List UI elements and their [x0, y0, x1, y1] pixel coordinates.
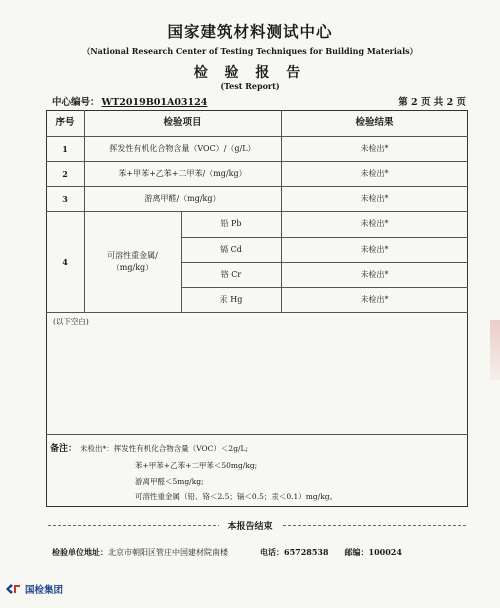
footer-phone-value: 65728538	[284, 547, 329, 557]
org-english-title: （National Research Center of Testing Techniques for Building Materials）	[82, 46, 418, 56]
center-number-value: WT2019B01A03124	[101, 97, 208, 108]
row-1-item: 挥发性有机化合物含量（VOC）/（g/L）	[109, 143, 256, 153]
footer-unit-label: 检验单位地址：	[52, 547, 108, 557]
footer-phone-label: 电话：	[260, 547, 284, 557]
row-2-no: 2	[62, 168, 68, 179]
metal-cr-result: 未检出*	[360, 269, 389, 279]
company-logo	[4, 582, 63, 596]
footer-postcode-value: 100024	[368, 547, 402, 557]
row-2-result: 未检出*	[360, 168, 389, 178]
center-number	[52, 94, 207, 108]
remarks-label: 备注：	[50, 444, 78, 454]
metal-cd-result: 未检出*	[360, 244, 389, 254]
footer-postcode-label: 邮编：	[344, 547, 369, 557]
row-4-item	[84, 211, 181, 312]
end-of-report-text: 本报告结束	[219, 522, 280, 532]
header-no: 序号	[55, 117, 75, 128]
table-divider	[46, 312, 468, 313]
footer-phone	[260, 547, 329, 558]
org-title: 国家建筑材料测试中心	[167, 22, 333, 41]
report-english-title: (Test Report)	[220, 81, 280, 91]
metal-pb-name: 铅 Pb	[220, 219, 242, 228]
metal-hg-result: 未检出*	[360, 294, 389, 304]
footer-postcode	[345, 547, 402, 558]
blank-note: (以下空白)	[53, 317, 89, 326]
seal-edge	[490, 320, 500, 380]
center-number-label: 中心编号：	[52, 97, 100, 108]
remarks-line-3: 游离甲醛＜5mg/kg;	[135, 477, 204, 486]
metal-cd-name: 镉 Cd	[220, 244, 242, 254]
ctc-logo-icon	[4, 582, 22, 596]
remarks-line-4: 可溶性重金属（铅、铬＜2.5；镉＜0.5；汞＜0.1）mg/kg。	[135, 492, 338, 501]
footer-address	[52, 547, 228, 558]
remarks-line-2: 苯+甲苯+乙苯+二甲苯＜50mg/kg;	[135, 461, 258, 470]
header-result: 检验结果	[355, 117, 394, 128]
metal-cr-name: 铬 Cr	[220, 269, 242, 279]
header-item: 检验项目	[163, 117, 202, 128]
row-4-item-line2: （mg/kg）	[111, 262, 154, 272]
logo-text: 国检集团	[25, 585, 64, 596]
row-3-item: 游离甲醛/（mg/kg）	[144, 193, 221, 203]
footer-address-value: 北京市朝阳区管庄中国建材院南楼	[108, 548, 228, 557]
row-4-item-line1: 可溶性重金属/	[107, 250, 158, 260]
remarks-line-1: 未检出*：挥发性有机化合物含量（VOC）＜2g/L;	[80, 444, 249, 453]
metal-hg-name: 汞 Hg	[219, 294, 243, 304]
metal-pb-result: 未检出*	[360, 219, 389, 228]
page-indicator: 第 2 页 共 2 页	[398, 97, 466, 108]
row-2-item: 苯+甲苯+乙苯+二甲苯/（mg/kg）	[118, 168, 247, 178]
row-3-no: 3	[62, 193, 68, 204]
row-3-result: 未检出*	[360, 193, 389, 203]
footer	[52, 547, 402, 558]
row-1-no: 1	[62, 143, 68, 154]
row-4-no: 4	[62, 256, 68, 267]
end-of-report	[0, 519, 500, 532]
row-1-result: 未检出*	[360, 143, 389, 153]
table-divider	[46, 434, 468, 435]
report-title: 检 验 报 告	[193, 65, 307, 81]
